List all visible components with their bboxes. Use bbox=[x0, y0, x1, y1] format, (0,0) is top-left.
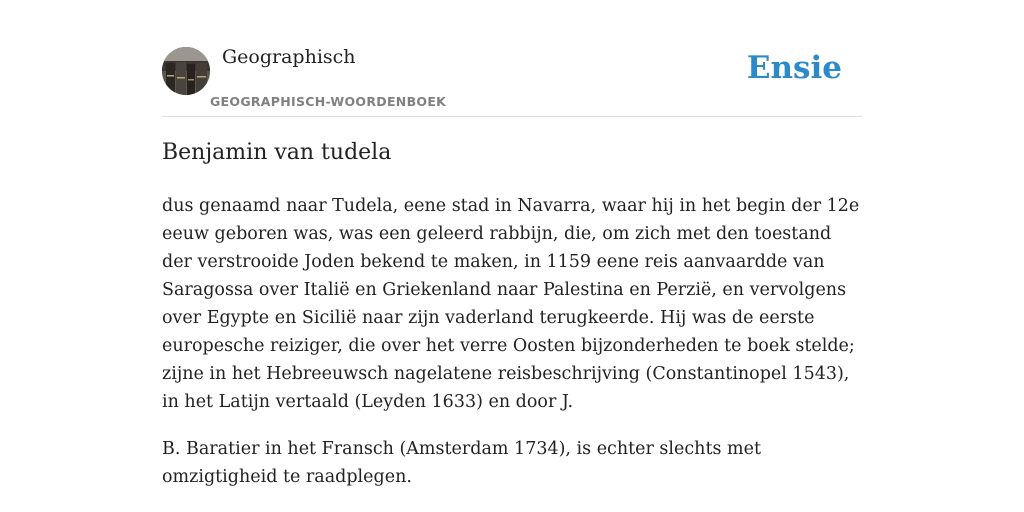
source-name[interactable]: Geographisch bbox=[222, 46, 356, 68]
source-subtitle[interactable]: GEOGRAPHISCH-WOORDENBOEK bbox=[210, 94, 447, 109]
source-header bbox=[162, 44, 862, 117]
books-image bbox=[162, 47, 210, 95]
article-paragraph: dus genaamd naar Tudela, eene stad in Navarra, waar hij in het begin der 12e eeuw geboren was, was een geleerd rabbijn, die, om zich met den toestand der verstrooide Joden bekend te maken, in 1159 eene reis aanvaardde van Saragossa over Italië en Griekenland naar Palestina en Perzië, en vervolgens over Egypte en Sicilië naar zijn vaderland terugkeerde. Hij was de eerste europesche reiziger, die over het verre Oosten bijzonderheden te boek stelde; zijne in het Hebreeuwsch nagelatene reisbeschrijving (Constantinopel 1543), in het Latijn vertaald (Leyden 1633) en door J. bbox=[162, 196, 860, 412]
article-title: Benjamin van tudela bbox=[162, 140, 392, 165]
source-avatar[interactable] bbox=[162, 47, 210, 95]
article-body bbox=[162, 192, 866, 510]
article-paragraph: B. Baratier in het Fransch (Amsterdam 1734), is echter slechts met omzigtigheid te raadplegen. bbox=[162, 439, 761, 487]
ensie-logo-link[interactable]: Ensie bbox=[746, 50, 842, 86]
